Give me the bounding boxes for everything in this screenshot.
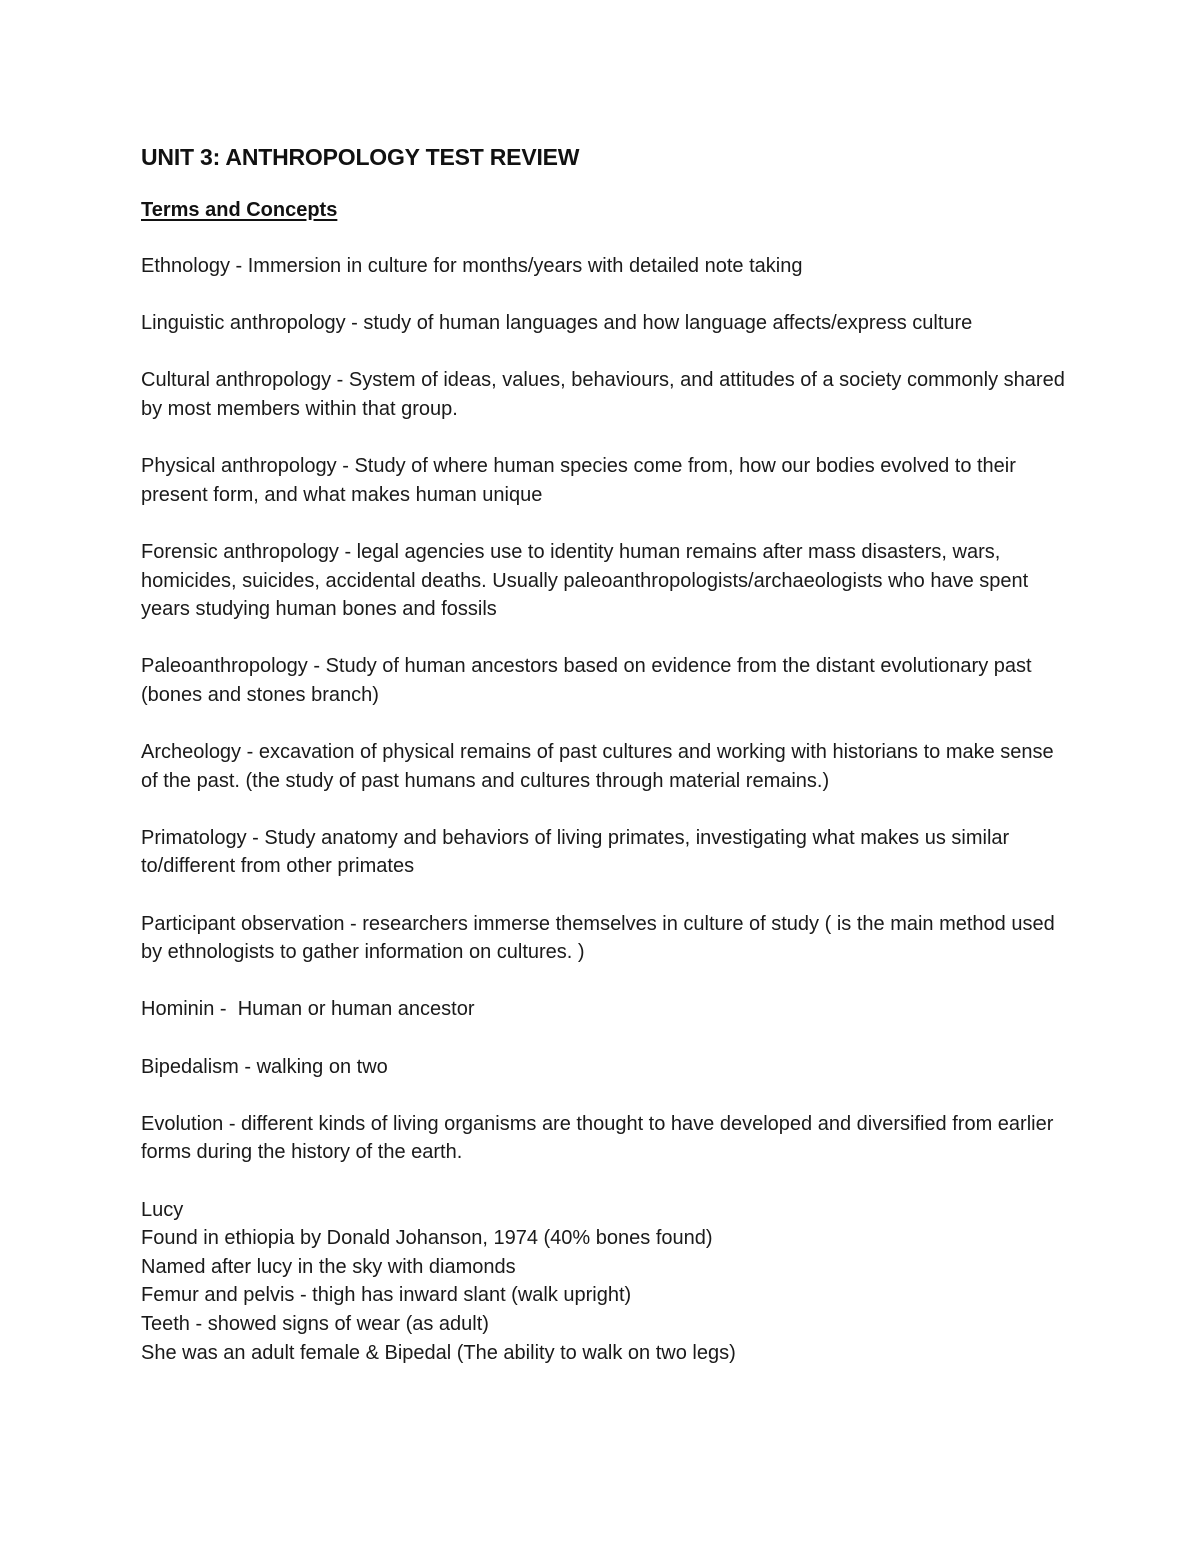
term-evolution: Evolution - different kinds of living organisms are thought to have developed and diversified from earlier forms during the history of the earth.	[141, 1112, 1054, 1164]
term-cultural-anthropology: Cultural anthropology - System of ideas, values, behaviours, and attitudes of a society commonly shared by most members within that group.	[141, 369, 1065, 420]
term-archeology: Archeology - excavation of physical remains of past cultures and working with historians to make sense of the past. (the study of past humans and cultures through material remains.)	[141, 741, 1054, 792]
terms-list	[141, 252, 1071, 1367]
term-ethnology: Ethnology - Immersion in culture for months/years with detailed note taking	[141, 255, 803, 277]
page-title: UNIT 3: ANTHROPOLOGY TEST REVIEW	[141, 144, 580, 170]
list-item: Found in ethiopia by Donald Johanson, 1974 (40% bones found)	[141, 1227, 713, 1250]
term-forensic-anthropology: Forensic anthropology - legal agencies use to identity human remains after mass disasters, wars, homicides, suicides, accidental deaths. Usually paleoanthropologists/archaeologists who have spent years studying human bones and fossils	[141, 540, 1029, 621]
lucy-notes	[141, 1196, 1071, 1368]
list-item: She was an adult female & Bipedal (The ability to walk on two legs)	[141, 1341, 736, 1364]
term-bipedalism: Bipedalism - walking on two	[141, 1055, 388, 1078]
list-item: Teeth - showed signs of wear (as adult)	[141, 1312, 489, 1335]
term-hominin: Hominin - Human or human ancestor	[141, 998, 475, 1021]
term-physical-anthropology: Physical anthropology - Study of where human species come from, how our bodies evolved to their present form, and what makes human unique	[141, 455, 1016, 506]
section-heading-terms-and-concepts: Terms and Concepts	[141, 199, 338, 221]
document-content	[141, 140, 1071, 1367]
term-linguistic-anthropology: Linguistic anthropology - study of human languages and how language affects/express culture	[141, 312, 973, 335]
list-item: Named after lucy in the sky with diamonds	[141, 1255, 516, 1278]
lucy-heading: Lucy	[141, 1198, 184, 1221]
term-paleoanthropology: Paleoanthropology - Study of human ancestors based on evidence from the distant evolutionary past (bones and stones branch)	[141, 655, 1032, 706]
list-item: Femur and pelvis - thigh has inward slant (walk upright)	[141, 1284, 632, 1307]
term-participant-observation: Participant observation - researchers immerse themselves in culture of study ( is the main method used by ethnologists to gather information on cultures. )	[141, 912, 1055, 964]
term-primatology: Primatology - Study anatomy and behaviors of living primates, investigating what makes us similar to/different from other primates	[141, 826, 1010, 878]
